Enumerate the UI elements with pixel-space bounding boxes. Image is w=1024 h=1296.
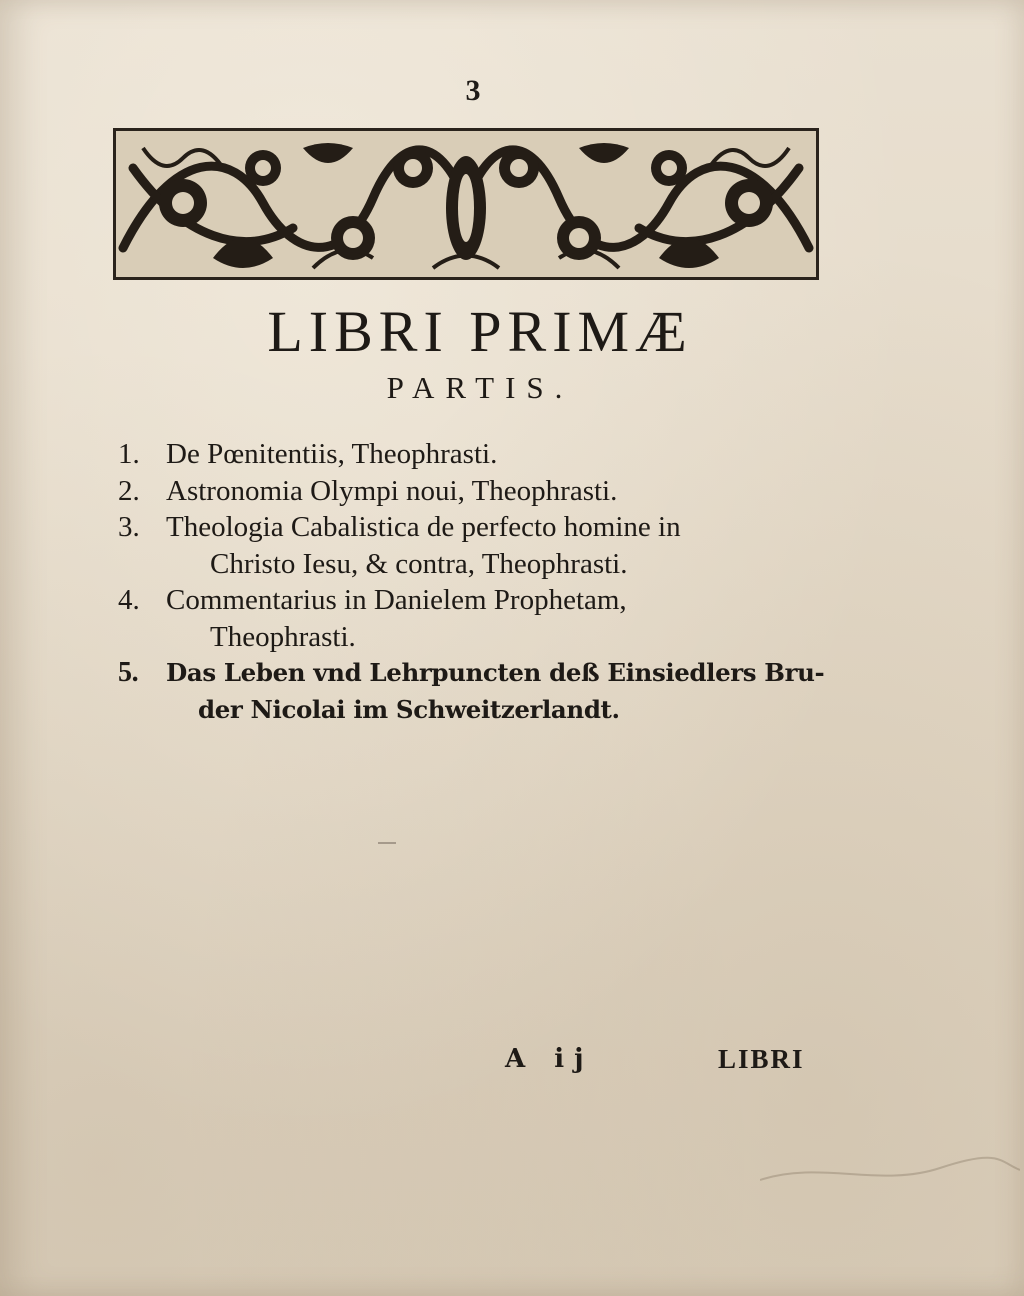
contents-entry-5 (118, 655, 838, 728)
entry-number: 2. (118, 474, 140, 507)
contents-entry-3 (118, 509, 838, 582)
entry-number: 1. (118, 438, 140, 470)
entry-line-continued: Theophrasti. (210, 620, 356, 653)
page-number: 3 (465, 74, 481, 107)
contents-entry-4 (118, 582, 838, 655)
entry-line-continued: der Nicolai im Schweitzerlandt. (198, 694, 620, 724)
contents-entry-2 (118, 473, 838, 510)
entry-line: Commentarius in Danielem Prophetam, (166, 584, 627, 616)
page-subtitle: PARTIS. (386, 370, 574, 405)
entry-line: De Pœnitentiis, Theophrasti. (166, 438, 498, 470)
paper-crease (760, 1150, 1020, 1190)
page-title: LIBRI PRIMÆ (267, 299, 693, 364)
ink-mark (378, 842, 396, 844)
contents-list (118, 436, 838, 728)
entry-number: 3. (118, 511, 140, 543)
entry-number: 5. (118, 657, 139, 688)
entry-line: Astronomia Olympi noui, Theophrasti. (166, 474, 618, 507)
floral-headpiece-ornament (113, 128, 819, 280)
entry-number: 4. (118, 584, 140, 616)
signature-mark: A ij (505, 1044, 594, 1074)
catchword: LIBRI (718, 1044, 805, 1074)
entry-line: Theologia Cabalistica de perfecto homine in (166, 511, 681, 543)
entry-line: Das Leben vnd Lehrpuncten deß Einsiedlers Bru- (166, 658, 825, 687)
entry-line-continued: Christo Iesu, & contra, Theophrasti. (210, 547, 628, 580)
contents-entry-1 (118, 436, 838, 473)
